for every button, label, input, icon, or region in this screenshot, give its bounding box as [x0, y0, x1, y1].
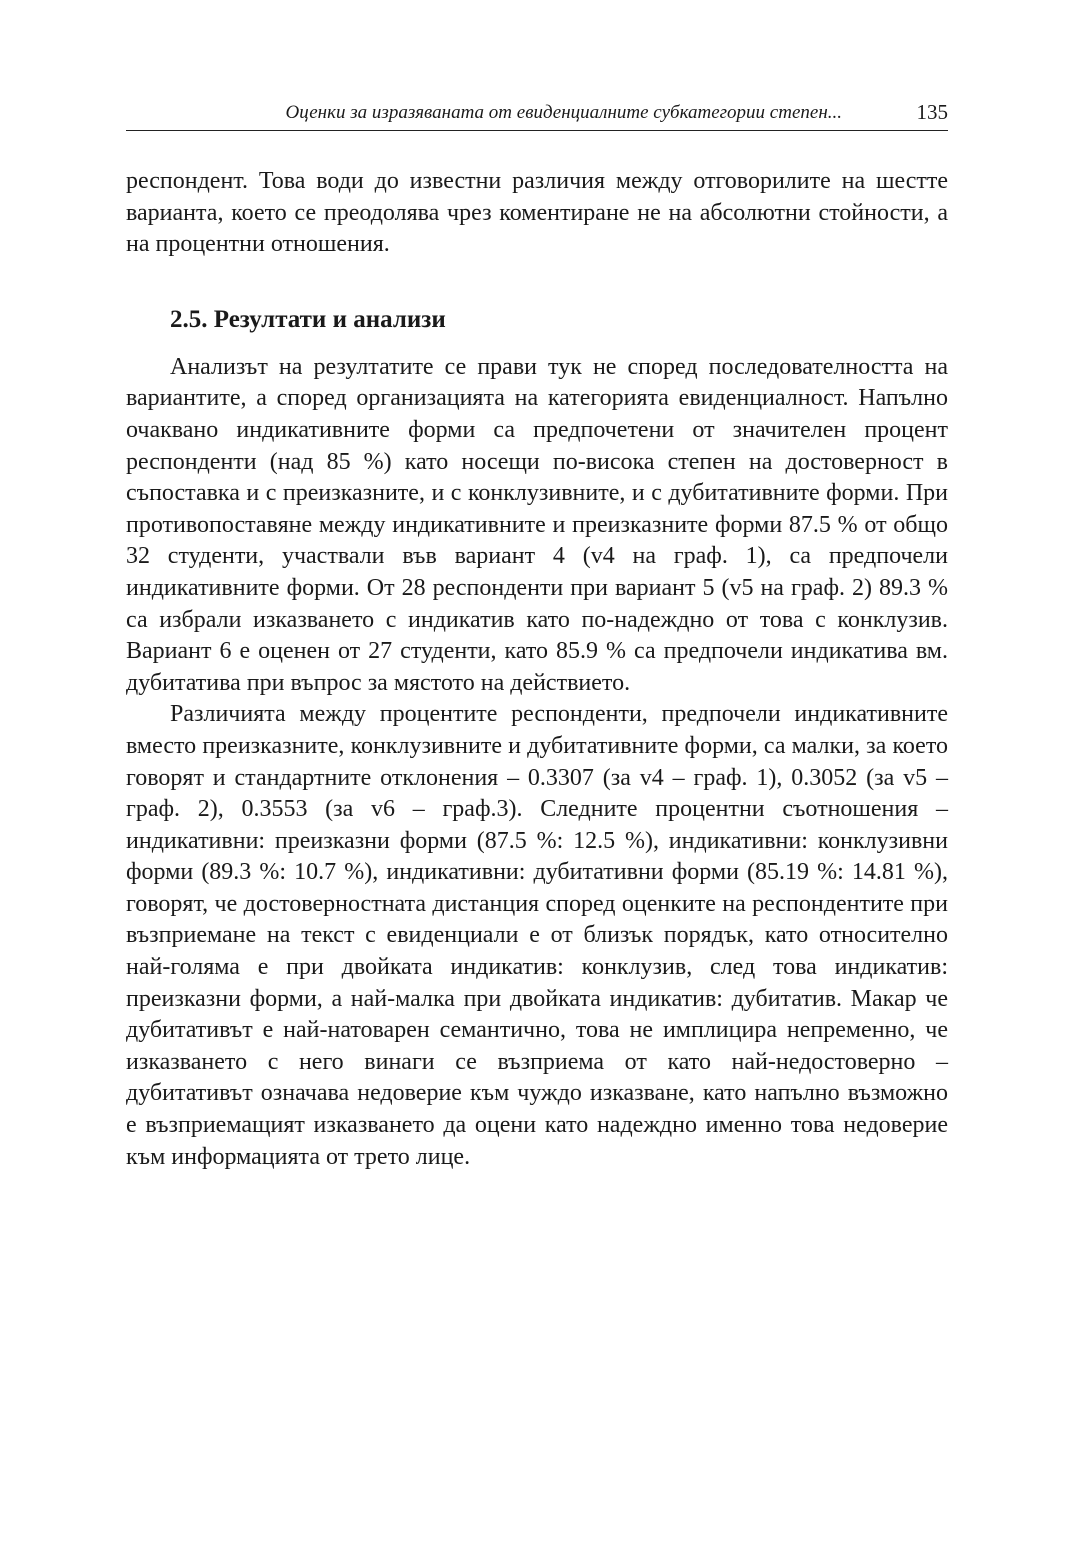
- paragraph-differences: Различията между процентите респонденти, предпочели индикативните вместо преизказните, конклузивните и дубитативните форми, са малки, за което говорят и стандартните отклонения – 0.3307 (за v4 – граф. 1), 0.3052 (за v5 – граф. 2), 0.3553 (за v6 – граф.3). Следните процентни съотношения – индикативни: преизказни форми (87.5 %: 12.5 %), индикативни: конклузивни форми (89.3 %: 10.7 %), индикативни: дубитативни форми (85.19 %: 14.81 %), говорят, че достоверностната дистанция според оценките на респондентите при възприемане на текст с евиденциали е от близък порядък, като относително най-голяма е при двойката индикатив: конклузив, след това индикатив: преизказни форми, а най-малка при двойката индикатив: дубитатив. Макар че дубитативът е най-натоварен семантично, това не имплицира непременно, че изказването с него винаги се възприема от като най-недостоверно – дубитативът означава недоверие към чуждо изказване, като напълно възможно е възприемащият изказването да оцени като надеждно именно това недоверие към информацията от трето лице.: [126, 701, 948, 1170]
- page-body: [126, 166, 948, 1173]
- running-title: Оценки за изразяваната от евиденциалните субкатегории степен...: [285, 102, 842, 123]
- section-heading: 2.5. Резултати и анализи: [170, 305, 446, 333]
- page-number: 135: [916, 100, 948, 124]
- continued-paragraph: респондент. Това води до известни различия между отговорилите на шестте варианта, което се преодолява чрез коментиране не на абсолютни стойности, а на процентни отношения.: [126, 168, 948, 258]
- paragraph-analysis: Анализът на резултатите се прави тук не според последователността на вариантите, а според организацията на категорията евиденциалност. Напълно очаквано индикативните форми са предпочетени от значителен процент респонденти (над 85 %) като носещи по-висока степен на достоверност в съпоставка и с преизказните, и с конклузивните, и с дубитативните форми. При противопоставяне между индикативните и преизказните форми 87.5 % от общо 32 студенти, участвали във вариант 4 (v4 на граф. 1), са предпочели индикативните форми. От 28 респонденти при вариант 5 (v5 на граф. 2) 89.3 % са избрали изказването с индикатив като по-надеждно от това с конклузив. Вариант 6 е оценен от 27 студенти, като 85.9 % са предпочели индикатива вм. дубитатива при въпрос за мястото на действието.: [126, 353, 948, 696]
- running-header: [126, 100, 948, 131]
